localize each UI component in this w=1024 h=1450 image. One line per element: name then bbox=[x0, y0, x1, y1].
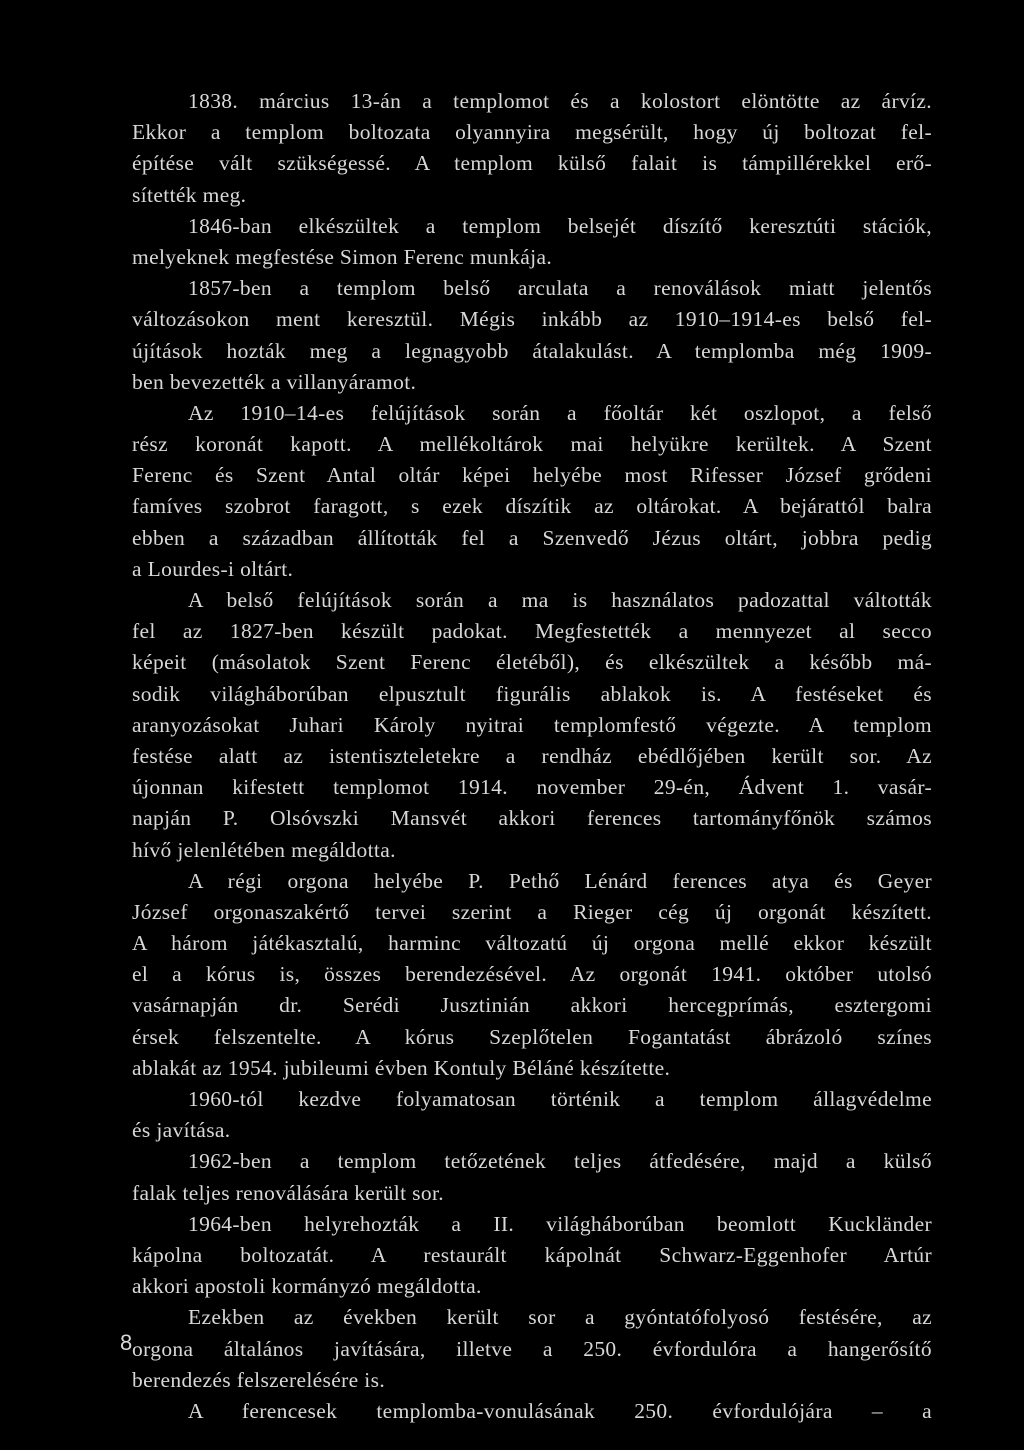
text-line: A belső felújítások során a ma is használatos padozattal váltották bbox=[188, 588, 932, 612]
text-line: hívő jelenlétében megáldotta. bbox=[132, 837, 396, 862]
text-line: 1857-ben a templom belső arculata a renoválások miatt jelentős bbox=[188, 276, 932, 301]
text-line: építése vált szükségessé. A templom külső falait is támpillérekkel erő- bbox=[132, 151, 932, 176]
text-line: képeit (másolatok Szent Ferenc életéből), és elkészültek a később má- bbox=[132, 650, 932, 675]
text-line: érsek felszentelte. A kórus Szeplőtelen Fogantatást ábrázoló színes bbox=[132, 1024, 932, 1049]
text-line: akkori apostoli kormányzó megáldotta. bbox=[132, 1274, 482, 1299]
text-line: ben bevezették a villanyáramot. bbox=[132, 369, 417, 394]
text-line: el a kórus is, összes berendezésével. Az orgonát 1941. október utolsó bbox=[132, 962, 932, 987]
text-line: a Lourdes-i oltárt. bbox=[132, 556, 294, 581]
text-line: festése alatt az istentiszteletekre a rendház ebédlőjében került sor. Az bbox=[132, 743, 932, 768]
text-line: A régi orgona helyébe P. Pethő Lénárd ferences atya és Geyer bbox=[188, 868, 932, 893]
text-line: aranyozásokat Juhari Károly nyitrai templomfestő végezte. A templom bbox=[132, 712, 932, 737]
text-line: 1960-tól kezdve folyamatosan történik a templom állagvédelme bbox=[188, 1087, 932, 1111]
text-line: A ferencesek templomba-vonulásának 250. évfordulójára – a bbox=[188, 1398, 932, 1423]
text-line: és javítása. bbox=[132, 1118, 231, 1143]
text-line: József orgonaszakértő tervei szerint a Rieger cég új orgonát készített. bbox=[132, 899, 932, 924]
text-line: napján P. Olsóvszki Mansvét akkori ferences tartományfőnök számos bbox=[132, 806, 932, 831]
text-line: változásokon ment keresztül. Mégis inkább az 1910–1914-es belső fel- bbox=[132, 307, 932, 332]
text-line: 1846-ban elkészültek a templom belsejét díszítő keresztúti stációk, bbox=[188, 213, 932, 238]
text-line: falak teljes renoválására került sor. bbox=[132, 1180, 445, 1205]
text-line: 1962-ben a templom tetőzetének teljes átfedésére, majd a külső bbox=[188, 1149, 932, 1174]
text-line: A három játékasztalú, harminc változatú új orgona mellé ekkor készült bbox=[132, 931, 932, 956]
page-number: 8 bbox=[120, 1330, 133, 1355]
text-line: ebben a században állították fel a Szenvedő Jézus oltárt, jobbra pedig bbox=[132, 525, 932, 550]
text-line: Ekkor a templom boltozata olyannyira megsérült, hogy új boltozat fel- bbox=[132, 120, 932, 145]
text-line: Ezekben az években került sor a gyóntatófolyosó festésére, az bbox=[188, 1305, 932, 1330]
text-line: fel az 1827-ben készült padokat. Megfestették a mennyezet al secco bbox=[132, 619, 932, 644]
text-line: berendezés felszerelésére is. bbox=[132, 1367, 386, 1392]
text-line: Az 1910–14-es felújítások során a főoltár két oszlopot, a felső bbox=[188, 400, 932, 425]
text-line: melyeknek megfestése Simon Ferenc munkája. bbox=[132, 244, 553, 269]
text-line: vasárnapján dr. Serédi Jusztinián akkori hercegprímás, esztergomi bbox=[132, 993, 932, 1018]
text-line: Ferenc és Szent Antal oltár képei helyébe most Rifesser József grődeni bbox=[132, 463, 932, 488]
text-line: orgona általános javítására, illetve a 250. évfordulóra a hangerősítő bbox=[132, 1336, 932, 1361]
text-line: újítások hozták meg a legnagyobb átalakulást. A templomba még 1909- bbox=[132, 338, 932, 363]
text-line: 1838. március 13-án a templomot és a kolostort elöntötte az árvíz. bbox=[188, 89, 932, 113]
text-line: sodik világháborúban elpusztult figurális ablakok is. A festéseket és bbox=[132, 681, 932, 706]
document-body bbox=[132, 86, 932, 1427]
text-line: sítették meg. bbox=[132, 182, 247, 207]
text-line: famíves szobrot faragott, s ezek díszítik az oltárokat. A bejárattól balra bbox=[132, 494, 932, 519]
text-line: újonnan kifestett templomot 1914. november 29-én, Ádvent 1. vasár- bbox=[132, 775, 932, 800]
text-line: ablakát az 1954. jubileumi évben Kontuly Béláné készítette. bbox=[132, 1055, 671, 1080]
text-line: kápolna boltozatát. A restaurált kápolnát Schwarz-Eggenhofer Artúr bbox=[132, 1242, 932, 1267]
text-line: 1964-ben helyrehozták a II. világháborúban beomlott Kuckländer bbox=[188, 1211, 932, 1236]
text-line: rész koronát kapott. A mellékoltárok mai helyükre kerültek. A Szent bbox=[132, 432, 932, 457]
